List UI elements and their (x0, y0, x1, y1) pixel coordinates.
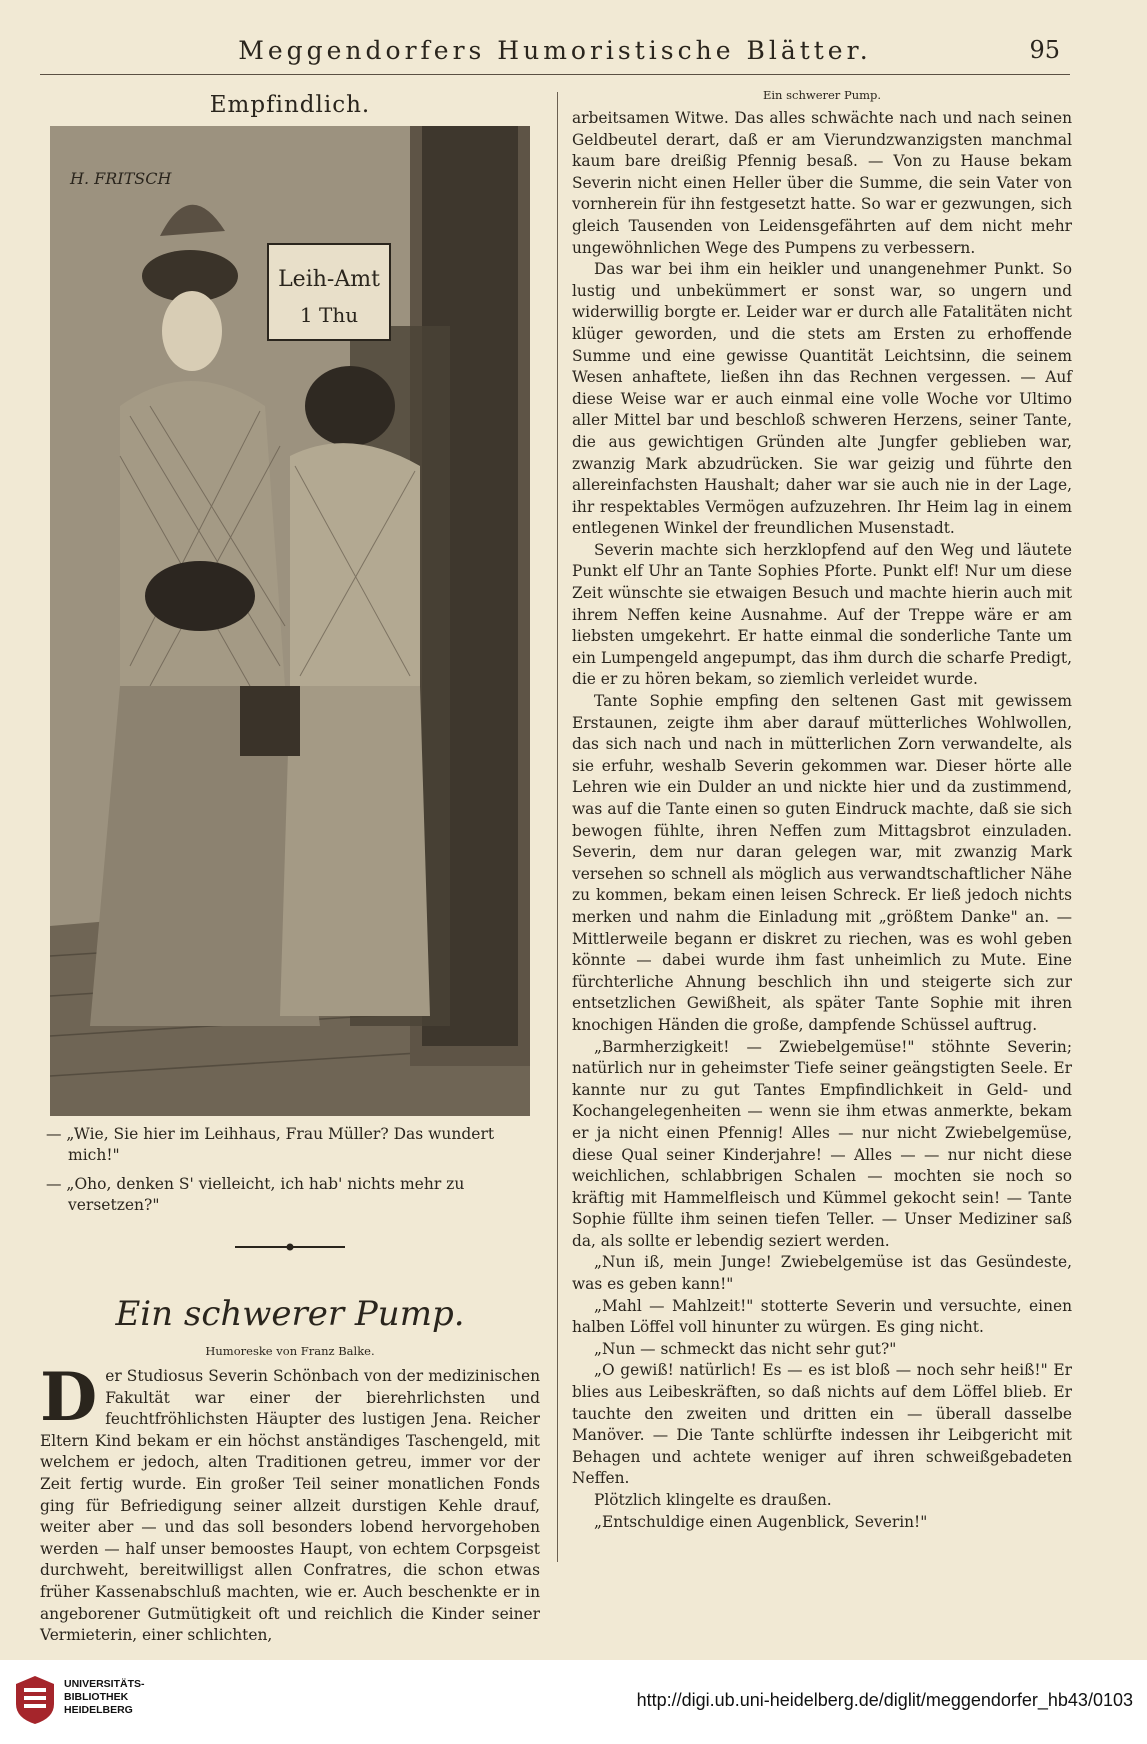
drop-cap: D (40, 1358, 98, 1436)
artist-signature: H. FRITSCH (70, 169, 172, 188)
institution-name (64, 1678, 145, 1717)
story-byline: Humoreske von Franz Balke. (205, 1344, 375, 1358)
column-divider (557, 92, 558, 1562)
running-title: Meggendorfers Humoristische Blätter. (238, 36, 872, 65)
paragraph: Plötzlich klingelte es draußen. (594, 1491, 832, 1509)
cartoon-illustration (50, 126, 530, 1116)
ornament-divider (235, 1242, 345, 1252)
sign-text-date: 1 Thu (299, 303, 359, 327)
page-number: 95 (1029, 36, 1060, 64)
source-url[interactable]: http://digi.ub.uni-heidelberg.de/diglit/meggendorfer_hb43/0103 (636, 1690, 1133, 1710)
institution-line: BIBLIOTHEK (64, 1691, 129, 1703)
paragraph: arbeitsamen Witwe. Das alles schwächte nach und nach seinen Geldbeutel derart, daß er am Vierundzwanzigsten manchmal kaum bare dreißig Pfennig besaß. — Von zu Hause bekam Severin nicht einen Heller über die Summe, die sein Vater von vornherein für ihn festgesetzt hatte. So war er gezwungen, sich gleich Tausenden von Leidensgefährten auf dem nicht mehr ungewöhnlichen Wege des Pumpens zu verbessern. (572, 109, 1072, 257)
institution-line: UNIVERSITÄTS- (64, 1678, 145, 1690)
paragraph: Severin machte sich herzklopfend auf den Weg und läutete Punkt elf Uhr an Tante Sophies Pforte. Punkt elf! Nur um diese Zeit wünschte sie etwaigen Besuch und machte hierin auch mit ihrem Neffen keine Ausnahme. Auf der Treppe wäre er am liebsten umgekehrt. Er hatte einmal die sonderliche Tante um ein Lumpengeld angepumpt, das ihm durch die scharfe Predigt, die er zu hören bekam, so ziemlich verleidet wurde. (572, 540, 1072, 689)
university-seal-icon (14, 1674, 56, 1726)
institution-line: HEIDELBERG (64, 1704, 133, 1716)
cartoon-title: Empfindlich. (209, 92, 371, 118)
paragraph: Tante Sophie empfing den seltenen Gast mit gewissem Erstaunen, zeigte ihm aber darauf mütterliches Wohlwollen, das sich nach und nach in mütterlichen Zorn verwandelte, als sie erfuhr, weshalb Severin gekommen war. Dieser hörte alle Lehren wie ein Dulder an und nickte hier und da zustimmend, was auf die Tante einen so guten Eindruck machte, daß sie sich bewogen fühlte, ihren Neffen zum Mittagsbrot einzuladen. Severin, dem nur daran gelegen war, mit zwanzig Mark versehen so schnell als möglich aus verwandtschaftlicher Nähe zu kommen, bekam einen leisen Schreck. Er ließ jedoch nichts merken und nahm die Einladung mit „größtem Danke" an. — Mittlerweile begann er diskret zu riechen, was es wohl geben könnte — dabei wurde ihm fast unheimlich zu Mute. Eine fürchterliche Ahnung beschlich ihn und steigerte sich zur entsetzlichen Gewißheit, als später Tante Sophie mit ihren knochigen Händen die große, dampfende Schüssel auftrug. (572, 692, 1072, 1034)
left-column (40, 88, 540, 1647)
cartoon-caption-2: — „Oho, denken S' vielleicht, ich hab' nichts mehr zu versetzen?" (46, 1175, 465, 1214)
paragraph: er Studiosus Severin Schönbach von der medizinischen Fakultät war einer der bierehrlichsten und feuchtfröhlichsten Häupter des lustigen Jena. Reicher Eltern Kind bekam er ein höchst anständiges Taschengeld, mit welchem er jedoch, alten Traditionen getreu, immer vor der Zeit fertig wurde. Ein großer Teil seiner monatlichen Fonds ging für Befriedigung seiner allzeit durstigen Kehle drauf, weiter aber — und das soll besonders lobend hervorgehoben werden — half unser bemoostes Haupt, von echtem Corpsgeist durchweht, bereitwilligst allen Confratres, die schon etwas früher Kassenabschluß machten, wie er. Auch beschenkte er in angeborener Gutmütigkeit oft und reichlich die Kinder seiner Vermieterin, einer schlichten, (40, 1367, 540, 1645)
cartoon-caption-1: — „Wie, Sie hier im Leihhaus, Frau Müller? Das wundert mich!" (46, 1125, 495, 1164)
footer-bar (0, 1660, 1147, 1744)
story-title: Ein schwerer Pump. (115, 1294, 465, 1334)
paragraph: „Nun iß, mein Junge! Zwiebelgemüse ist das Gesündeste, was es geben kann!" (572, 1253, 1072, 1294)
running-head (40, 34, 1070, 75)
paragraph: „O gewiß! natürlich! Es — es ist bloß — noch sehr heiß!" Er blies aus Leibeskräften, so daß nichts auf dem Löffel blieb. Er tauchte den zweiten und dritten ein — überall dasselbe Manöver. — Die Tante schlürfte indessen ihr Leibgericht mit Behagen und achtete weniger auf ihren schweißgebadeten Neffen. (572, 1361, 1072, 1488)
story-text-right (572, 108, 1072, 1533)
paragraph: „Barmherzigkeit! — Zwiebelgemüse!" stöhnte Severin; natürlich nur in geheimster Tiefe seiner geängstigten Seele. Er kannte nur zu gut Tantes Empfindlichkeit in Geld- und Kochangelegenheiten — wenn sie ihm etwas anmerkte, bekam er ja nicht einen Pfennig! Alles — nur nicht Zwiebelgemüse, diese Qual seiner Kinderjahre! — Alles — — nur nicht diese weichlichen, schlabbrigen Schalen — mochten sie noch so kräftig mit Hammelfleisch und Kümmel gekocht sein! — Tante Sophie füllte ihm seinen tiefen Teller. — Unser Mediziner saß da, als sollte er lebendig seziert werden. (572, 1037, 1072, 1250)
right-column (572, 88, 1072, 1533)
paragraph: „Mahl — Mahlzeit!" stotterte Severin und versuchte, einen halben Löffel voll hinunter zu würgen. Es ging nicht. (572, 1296, 1072, 1337)
paragraph: „Entschuldige einen Augenblick, Severin!" (594, 1512, 928, 1531)
paragraph: Das war bei ihm ein heikler und unangenehmer Punkt. So lustig und unbekümmert er sonst war, so ungern und widerwillig borgte er. Leider war er durch alle Fatalitäten nicht klüger geworden, und die stets am Ersten zu erhoffende Summe und eine gewisse Quantität Leichtsinn, die seinem Wesen anhaftete, ließen ihn das Rechnen vergessen. — Auf diese Weise war er auch einmal eine volle Woche vor Ultimo aller Mittel bar und beschloß schweren Herzens, seiner Tante, die aus gewichtigen Gründen alte Jungfer geblieben war, zwanzig Mark abzudrücken. Sie war geizig und führte den allereinfachsten Haushalt; daher war sie auch nie in der Lage, ihr respektables Vermögen aufzuzehren. Ihr Heim lag in einem entlegenen Winkel der freundlichen Musenstadt. (572, 260, 1072, 538)
story-text-left (40, 1358, 540, 1647)
paragraph: „Nun — schmeckt das nicht sehr gut?" (594, 1339, 897, 1358)
sign-text: Leih-Amt (278, 267, 380, 292)
story-running-subhead: Ein schwerer Pump. (762, 88, 882, 102)
